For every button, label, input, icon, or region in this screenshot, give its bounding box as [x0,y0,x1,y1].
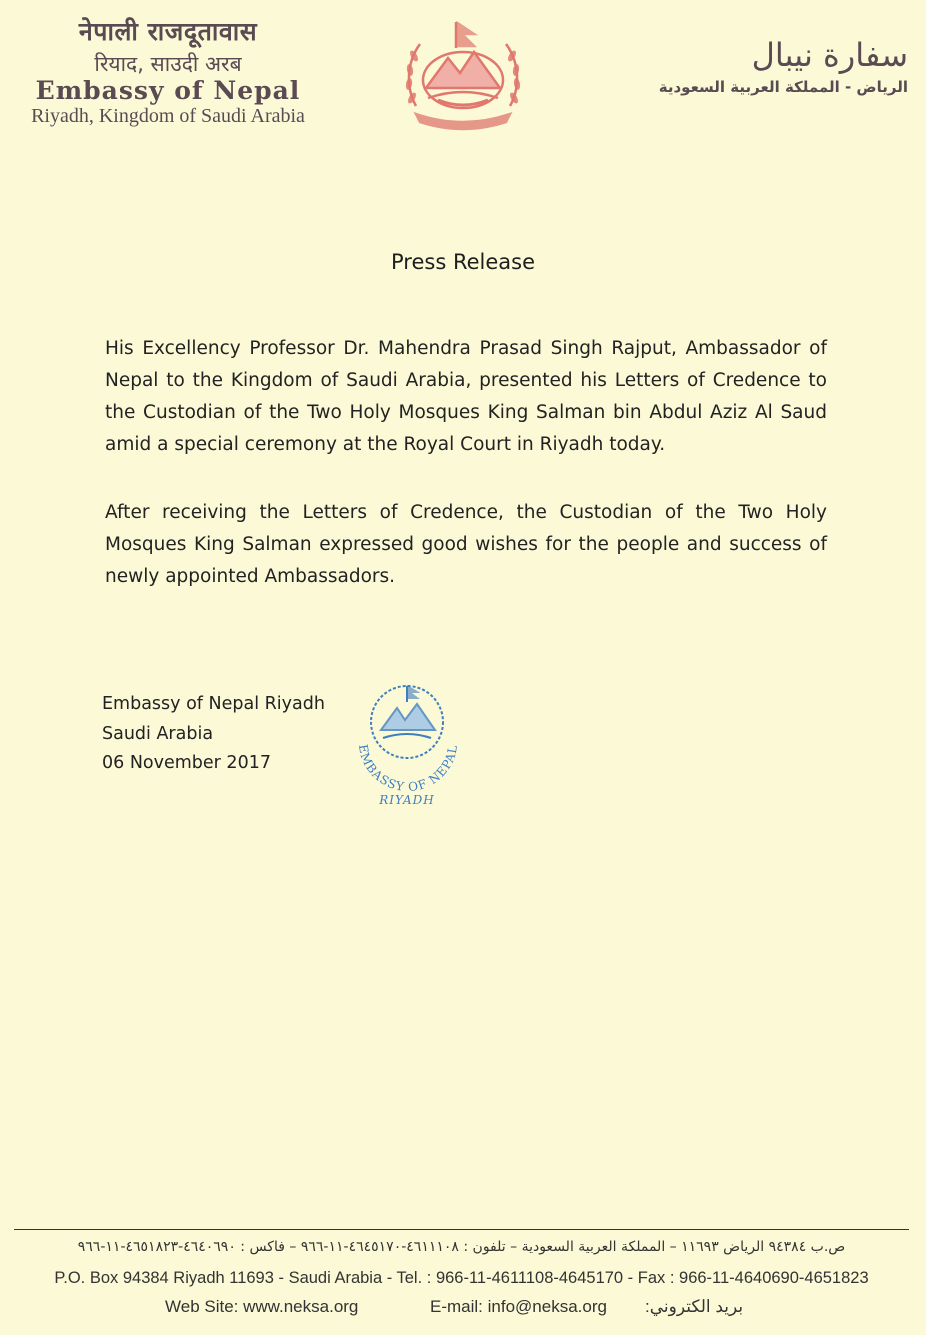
body-paragraph-1: His Excellency Professor Dr. Mahendra Prasad Singh Rajput, Ambassador of Nepal to the Kingdom of Saudi Arabia, presented his Letters of Credence to the Custodian of the Two Holy Mosques King Salman bin Abdul Aziz Al Saud amid a special ceremony at the Royal Court in Riyadh today. [105,338,827,455]
nepali-embassy-location: रियाद, साउदी अरब [94,52,242,76]
stamp-city-text: RIYADH [379,793,435,807]
english-embassy-location: Riyadh, Kingdom of Saudi Arabia [31,105,305,127]
arabic-embassy-location: الرياض - المملكة العربية السعودية [658,78,908,96]
nepal-emblem-icon [398,18,528,133]
body-paragraph-2: After receiving the Letters of Credence, the Custodian of the Two Holy Mosques King Salman expressed good wishes for the people and success of newly appointed Ambassadors. [105,502,827,587]
footer-arabic-address: ص.ب ٩٤٣٨٤ الرياض ١١٦٩٣ – المملكة العربية السعودية – تلفون : ٤٦١١١٠٨-٤٦٤٥١٧٠-١١-٩٦٦ – فاكس : ٤٦٤٠٦٩٠-٤٦٥١٨٢٣-١١-٩٦٦ [77,1239,846,1255]
footer-website[interactable]: Web Site: www.neksa.org [165,1297,359,1316]
letterhead-right [608,36,908,96]
svg-text:EMBASSY OF NEPAL [356,743,460,794]
nepali-embassy-name: नेपाली राजदूतावास [78,17,258,46]
embassy-stamp [345,680,470,810]
page-title: Press Release [391,250,535,274]
signature-date: 06 November 2017 [102,753,271,773]
footer-address: P.O. Box 94384 Riyadh 11693 - Saudi Arabia - Tel. : 966-11-4611108-4645170 - Fax : 966-11-4640690-4651823 [54,1269,869,1287]
signature-line-embassy: Embassy of Nepal Riyadh [102,694,325,714]
signature-block [102,690,325,779]
arabic-embassy-name: سفارة نيبال [751,36,908,74]
footer-email-arabic-label: بريد الكتروني: [645,1297,744,1316]
english-embassy-name: Embassy of Nepal [35,76,301,105]
stamp-arc-text: EMBASSY OF NEPAL [355,743,461,795]
letterhead-left [18,14,318,128]
signature-line-country: Saudi Arabia [102,723,214,744]
footer-divider [14,1229,909,1230]
footer-email[interactable]: E-mail: info@neksa.org [430,1297,607,1316]
